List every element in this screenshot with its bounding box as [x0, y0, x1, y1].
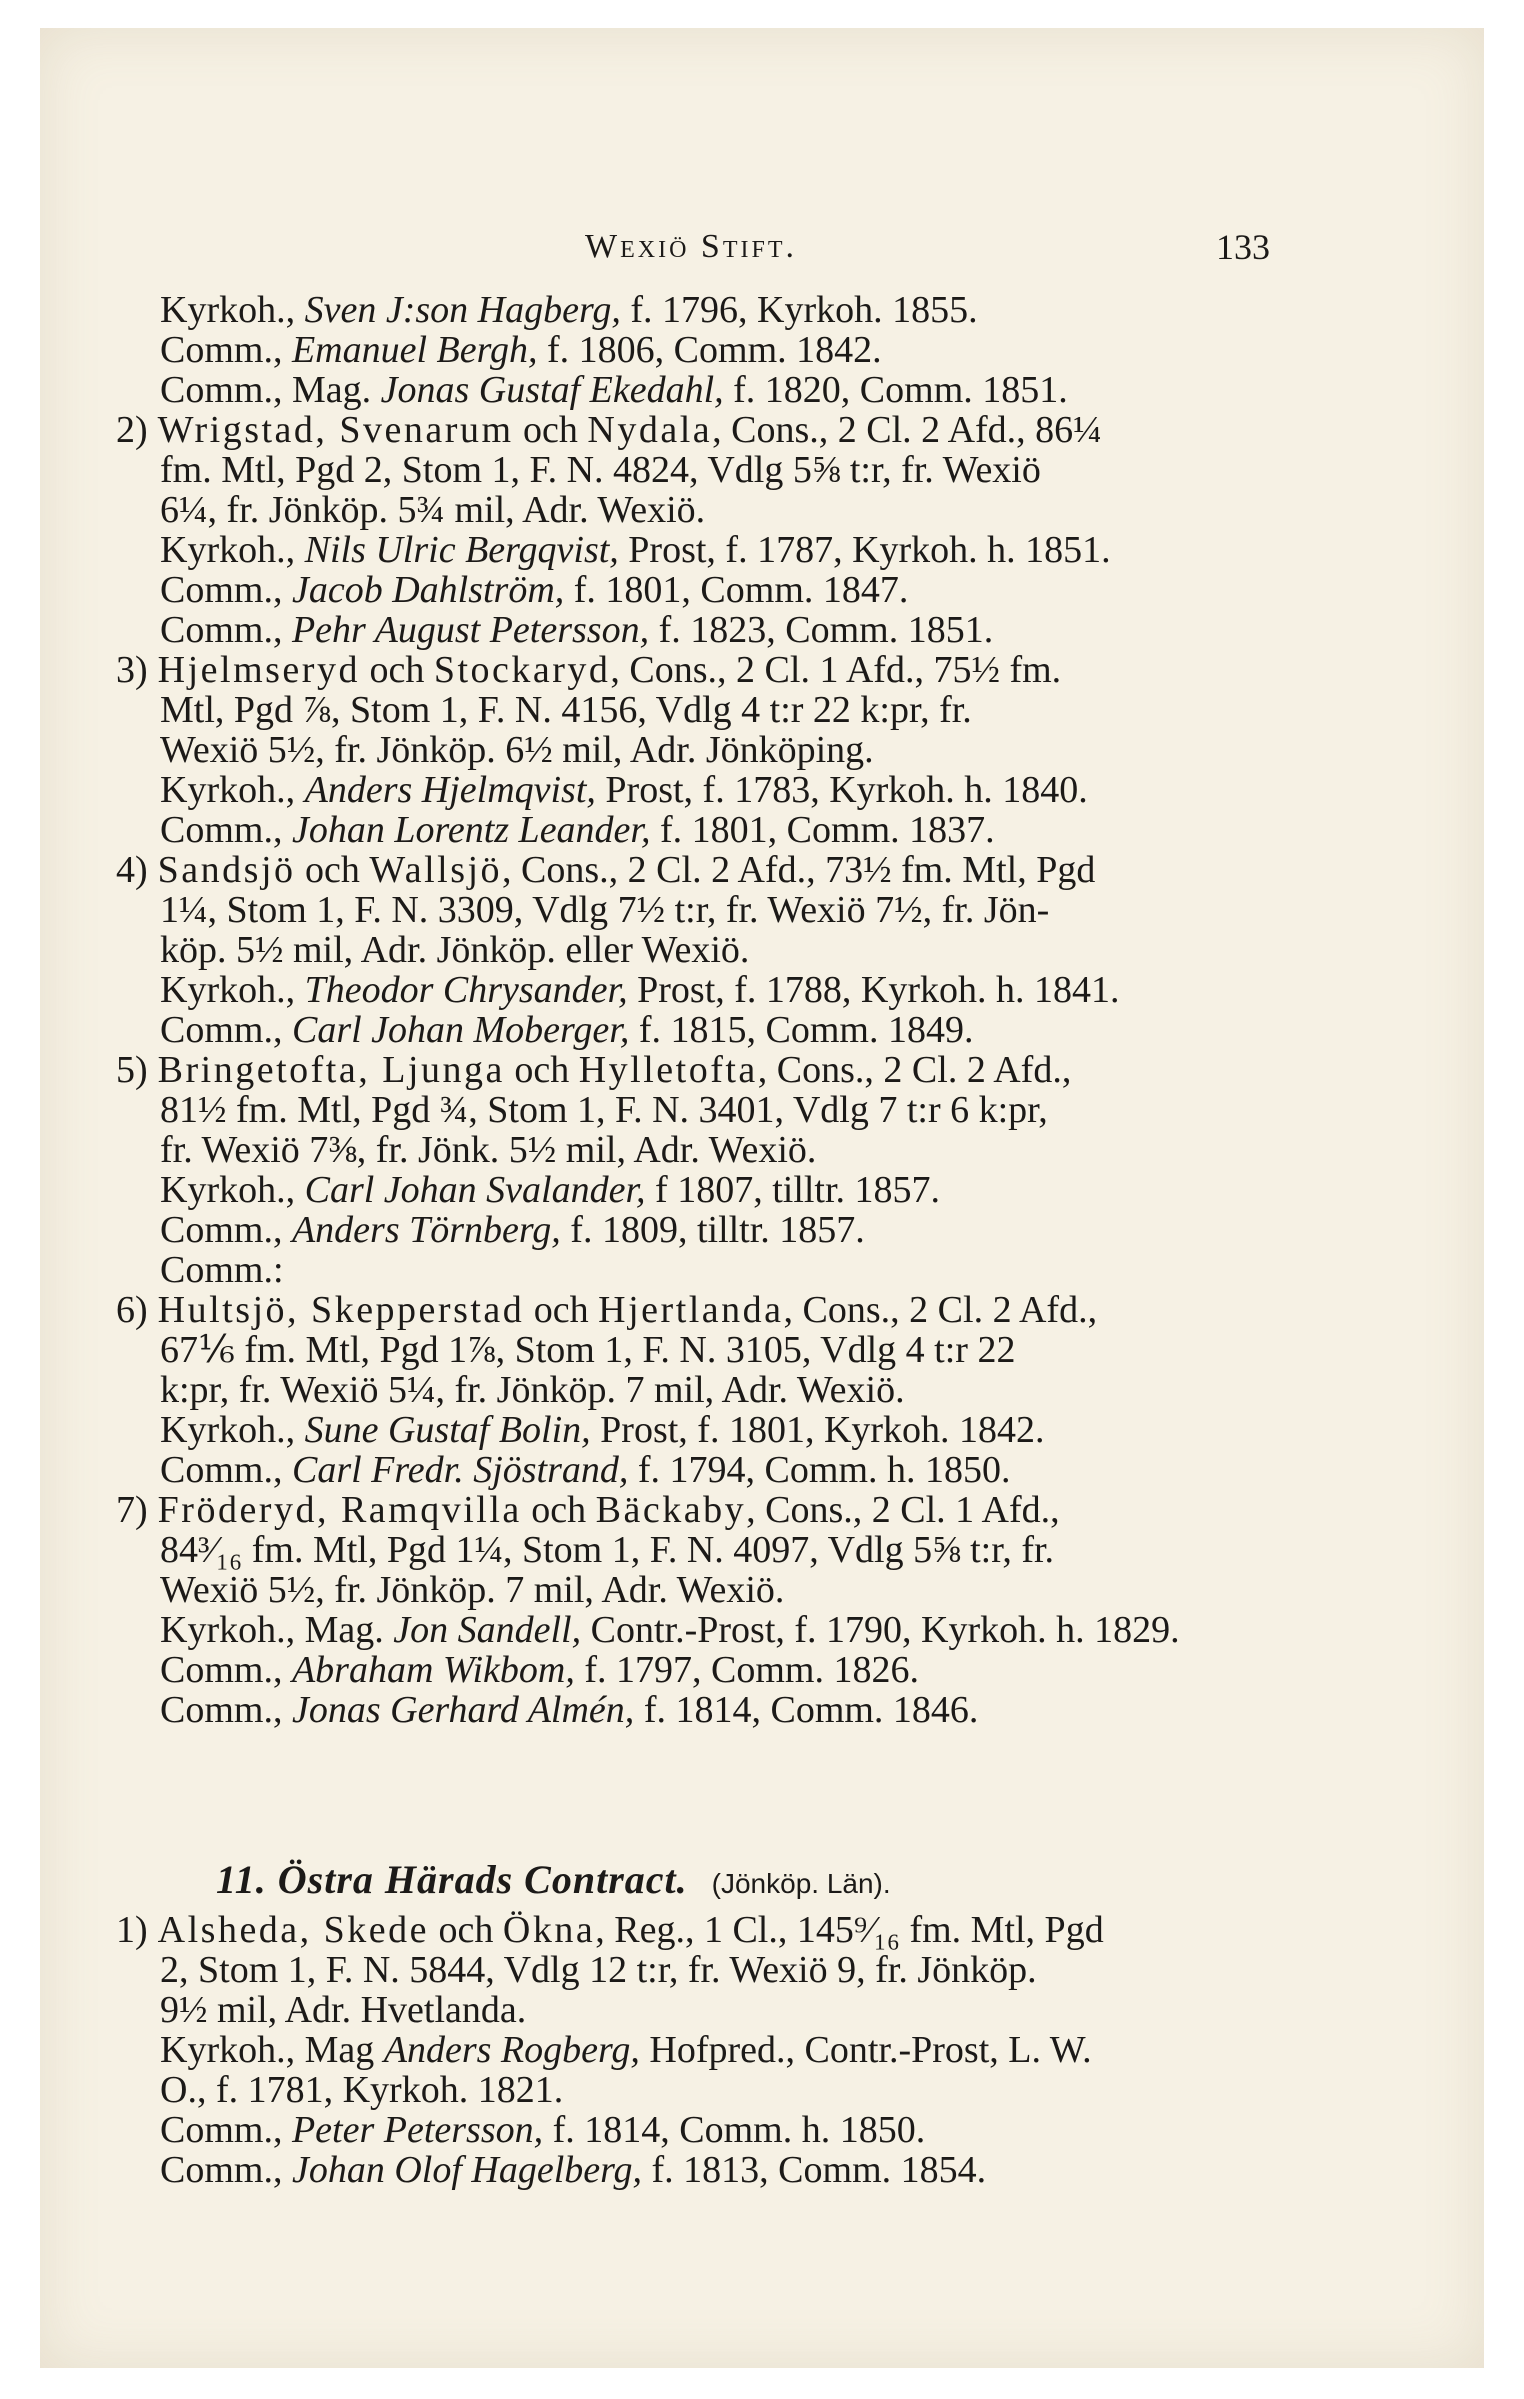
text-run: f. 1814, Comm. h. 1850.	[543, 2109, 926, 2151]
person-name: Emanuel Bergh,	[291, 329, 538, 371]
text-run: O., f. 1781, Kyrkoh. 1821.	[160, 2069, 564, 2111]
text-line	[160, 1650, 919, 1690]
parish-name: Sandsjö	[157, 849, 296, 891]
person-name: Anders Rogberg,	[383, 2029, 640, 2071]
text-run: Kyrkoh.,	[160, 289, 305, 331]
text-line	[160, 1250, 284, 1290]
text-line	[160, 1370, 905, 1410]
text-run: Kyrkoh., Mag	[160, 2029, 384, 2071]
text-line	[160, 2150, 986, 2190]
person-name: Peter Petersson,	[291, 2109, 544, 2151]
text-line	[160, 570, 908, 610]
text-run: Comm.,	[160, 609, 292, 651]
text-line	[160, 1010, 974, 1050]
entry-number: 4)	[116, 849, 148, 891]
text-line	[116, 650, 1061, 690]
text-run: Comm.,	[160, 1009, 292, 1051]
text-run: Comm.,	[160, 1649, 292, 1691]
text-line	[160, 330, 882, 370]
text-run: fr. Wexiö 7⅜, fr. Jönk. 5½ mil, Adr. Wexiö.	[160, 1129, 817, 1171]
person-name: Carl Fredr. Sjöstrand,	[291, 1449, 629, 1491]
text-run: Kyrkoh.,	[160, 1409, 305, 1451]
text-run: köp. 5½ mil, Adr. Jönköp. eller Wexiö.	[160, 929, 750, 971]
text-line	[116, 1050, 1071, 1090]
text-line	[160, 610, 993, 650]
person-name: Jon Sandell,	[393, 1609, 582, 1651]
text-run: f. 1794, Comm. h. 1850.	[628, 1449, 1011, 1491]
text-run: Mtl, Pgd ⅞, Stom 1, F. N. 4156, Vdlg 4 t:r 22 k:pr, fr.	[160, 689, 972, 731]
text-line	[160, 1210, 865, 1250]
parish-name: Wallsjö	[369, 849, 503, 891]
parish-name: Wrigstad, Svenarum	[157, 409, 514, 451]
person-name: Nils Ulric Bergqvist,	[304, 529, 619, 571]
parish-name: Stockaryd	[433, 649, 611, 691]
text-run: Wexiö 5½, fr. Jönköp. 7 mil, Adr. Wexiö.	[160, 1569, 785, 1611]
text-run: Comm.,	[160, 809, 292, 851]
text-run: f. 1820, Comm. 1851.	[723, 369, 1068, 411]
text-run: Comm.,	[160, 2149, 292, 2191]
text-line	[160, 1090, 1048, 1130]
text-run: , Cons., 2 Cl. 2 Afd.,	[783, 1289, 1098, 1331]
text-run: , Cons., 2 Cl. 2 Afd., 73½ fm. Mtl, Pgd	[502, 849, 1096, 891]
text-line	[160, 770, 1088, 810]
person-name: Jonas Gustaf Ekedahl,	[380, 369, 724, 411]
text-run: Kyrkoh., Mag.	[160, 1609, 394, 1651]
text-run: Comm.,	[160, 329, 292, 371]
text-run: 81½ fm. Mtl, Pgd ¾, Stom 1, F. N. 3401, Vdlg 7 t:r 6 k:pr,	[160, 1089, 1048, 1131]
running-header: Wexiö Stift.	[585, 228, 797, 265]
text-line	[160, 1410, 1045, 1450]
text-line	[116, 1290, 1097, 1330]
text-line	[160, 1170, 940, 1210]
text-line	[160, 690, 972, 730]
text-line	[160, 2070, 563, 2110]
text-line	[160, 1570, 784, 1610]
text-run: och	[504, 1049, 579, 1091]
text-run: f. 1809, tilltr. 1857.	[560, 1209, 865, 1251]
text-run: Comm.:	[160, 1249, 284, 1291]
text-run: Comm., Mag.	[160, 369, 381, 411]
text-line	[160, 290, 978, 330]
text-line	[160, 730, 874, 770]
entry-number: 5)	[116, 1049, 148, 1091]
text-run: 67⅙ fm. Mtl, Pgd 1⅞, Stom 1, F. N. 3105, Vdlg 4 t:r 22	[160, 1329, 1016, 1371]
text-run: Comm.,	[160, 1449, 292, 1491]
text-run: och	[521, 1489, 596, 1531]
person-name: Jacob Dahlström,	[291, 569, 565, 611]
text-run: , Cons., 2 Cl. 2 Afd., 86¼	[712, 409, 1102, 451]
text-run: 1¼, Stom 1, F. N. 3309, Vdlg 7½ t:r, fr. Wexiö 7½, fr. Jön-	[160, 889, 1050, 931]
text-line	[160, 2030, 1092, 2070]
parish-name: Hultsjö, Skepperstad	[157, 1289, 525, 1331]
entry-number: 1)	[116, 1909, 148, 1951]
text-run: f. 1806, Comm. 1842.	[537, 329, 882, 371]
text-line	[160, 1330, 1015, 1370]
person-name: Anders Törnberg,	[291, 1209, 561, 1251]
section-title: 11. Östra Härads Contract.	[216, 1857, 688, 1902]
text-run: 9½ mil, Adr. Hvetlanda.	[160, 1989, 527, 2031]
text-run: 6¼, fr. Jönköp. 5¾ mil, Adr. Wexiö.	[160, 489, 706, 531]
text-run: f. 1797, Comm. 1826.	[574, 1649, 919, 1691]
person-name: Abraham Wikbom,	[291, 1649, 575, 1691]
entry-number: 3)	[116, 649, 148, 691]
text-run: Prost, f. 1783, Kyrkoh. h. 1840.	[595, 769, 1088, 811]
text-line	[160, 370, 1068, 410]
page-number: 133	[1216, 227, 1270, 267]
text-line	[116, 1910, 1104, 1950]
text-run: Prost, f. 1801, Kyrkoh. 1842.	[590, 1409, 1045, 1451]
text-run: och	[524, 1289, 599, 1331]
parish-name: Hylletofta	[578, 1049, 758, 1091]
text-run: Kyrkoh.,	[160, 1169, 305, 1211]
text-run: Prost, f. 1788, Kyrkoh. h. 1841.	[627, 969, 1120, 1011]
text-run: f. 1813, Comm. 1854.	[642, 2149, 987, 2191]
parish-name: Nydala	[587, 409, 713, 451]
person-name: Jonas Gerhard Almén,	[291, 1689, 635, 1731]
text-run: k:pr, fr. Wexiö 5¼, fr. Jönköp. 7 mil, Adr. Wexiö.	[160, 1369, 905, 1411]
text-run: Prost, f. 1787, Kyrkoh. h. 1851.	[618, 529, 1111, 571]
text-line	[160, 1130, 816, 1170]
text-run: , Reg., 1 Cl., 145⁹⁄₁₆ fm. Mtl, Pgd	[595, 1909, 1104, 1951]
text-line	[116, 1490, 1060, 1530]
person-name: Sven J:son Hagberg,	[304, 289, 621, 331]
text-line	[160, 1690, 978, 1730]
book-page	[40, 28, 1484, 2368]
text-run: Kyrkoh.,	[160, 769, 305, 811]
person-name: Johan Lorentz Leander,	[291, 809, 651, 851]
text-run: Comm.,	[160, 2109, 292, 2151]
text-run: , Cons., 2 Cl. 2 Afd.,	[757, 1049, 1072, 1091]
parish-name: Hjelmseryd	[157, 649, 360, 691]
text-line	[116, 410, 1102, 450]
person-name: Anders Hjelmqvist,	[304, 769, 596, 811]
section-subtitle: (Jönköp. Län).	[711, 1868, 891, 1899]
text-run: fm. Mtl, Pgd 2, Stom 1, F. N. 4824, Vdlg 5⅝ t:r, fr. Wexiö	[160, 449, 1041, 491]
entry-number: 6)	[116, 1289, 148, 1331]
text-run: Kyrkoh.,	[160, 969, 305, 1011]
entry-number: 7)	[116, 1489, 148, 1531]
text-line	[160, 1990, 526, 2030]
text-line	[160, 530, 1111, 570]
person-name: Theodor Chrysander,	[304, 969, 628, 1011]
person-name: Pehr August Petersson,	[291, 609, 650, 651]
entry-number: 2)	[116, 409, 148, 451]
parish-name: Bringetofta, Ljunga	[157, 1049, 505, 1091]
text-run: Hofpred., Contr.-Prost, L. W.	[639, 2029, 1092, 2071]
text-run: 2, Stom 1, F. N. 5844, Vdlg 12 t:r, fr. Wexiö 9, fr. Jönköp.	[160, 1949, 1037, 1991]
text-line	[160, 930, 749, 970]
text-run: och	[429, 1909, 503, 1951]
text-line	[160, 450, 1041, 490]
text-run: Comm.,	[160, 1209, 292, 1251]
text-line	[160, 2110, 925, 2150]
parish-name: Hjertlanda	[598, 1289, 784, 1331]
parish-name: Alsheda, Skede	[157, 1909, 430, 1951]
text-line	[160, 1610, 1180, 1650]
person-name: Carl Johan Svalander,	[304, 1169, 646, 1211]
parish-name: Fröderyd, Ramqvilla	[157, 1489, 522, 1531]
text-run: f. 1814, Comm. 1846.	[634, 1689, 979, 1731]
person-name: Carl Johan Moberger,	[291, 1009, 630, 1051]
text-run: f. 1823, Comm. 1851.	[649, 609, 994, 651]
text-run: och	[295, 849, 370, 891]
person-name: Sune Gustaf Bolin,	[304, 1409, 591, 1451]
text-run: , Cons., 2 Cl. 1 Afd.,	[746, 1489, 1060, 1531]
text-line	[160, 890, 1049, 930]
parish-name: Bäckaby	[595, 1489, 747, 1531]
text-run: f. 1801, Comm. 1837.	[650, 809, 995, 851]
text-run: , Cons., 2 Cl. 1 Afd., 75½ fm.	[610, 649, 1062, 691]
text-run: Contr.-Prost, f. 1790, Kyrkoh. h. 1829.	[581, 1609, 1180, 1651]
text-line	[160, 1530, 1054, 1570]
text-run: och	[359, 649, 434, 691]
person-name: Johan Olof Hagelberg,	[291, 2149, 643, 2191]
text-line	[116, 850, 1095, 890]
text-line	[160, 810, 995, 850]
text-run: f. 1815, Comm. 1849.	[629, 1009, 974, 1051]
text-run: Wexiö 5½, fr. Jönköp. 6½ mil, Adr. Jönköping.	[160, 729, 874, 771]
text-line	[160, 1450, 1011, 1490]
text-run: 84³⁄₁₆ fm. Mtl, Pgd 1¼, Stom 1, F. N. 4097, Vdlg 5⅝ t:r, fr.	[160, 1529, 1055, 1571]
text-run: och	[513, 409, 588, 451]
text-run: f. 1801, Comm. 1847.	[564, 569, 909, 611]
text-run: Comm.,	[160, 1689, 292, 1731]
text-run: Comm.,	[160, 569, 292, 611]
text-run: f. 1796, Kyrkoh. 1855.	[620, 289, 978, 331]
parish-name: Ökna	[502, 1909, 596, 1951]
text-line	[160, 970, 1120, 1010]
text-run: f 1807, tilltr. 1857.	[645, 1169, 941, 1211]
text-line	[160, 490, 705, 530]
text-run: Kyrkoh.,	[160, 529, 305, 571]
section-heading	[216, 1856, 891, 1903]
text-line	[160, 1950, 1037, 1990]
